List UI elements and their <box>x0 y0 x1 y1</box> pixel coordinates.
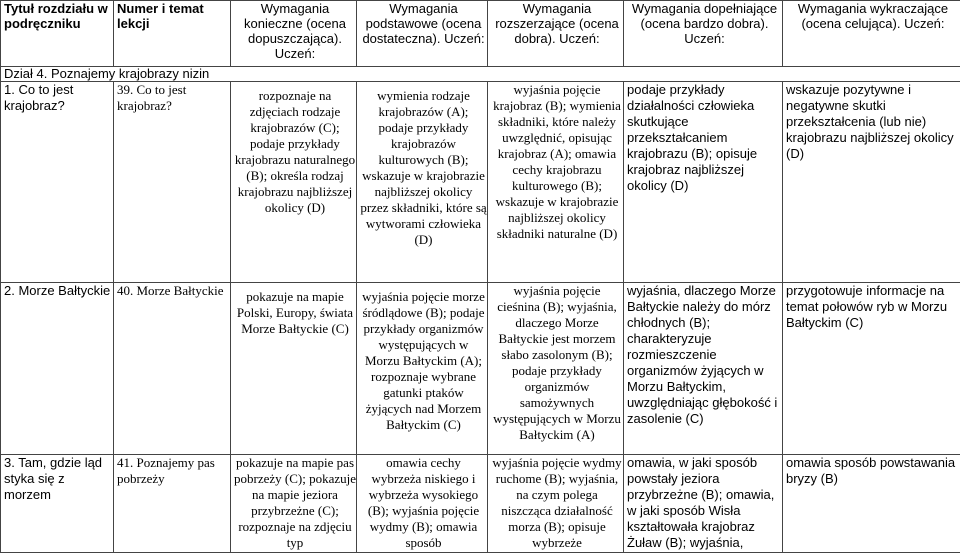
header-lesson: Numer i temat lekcji <box>114 1 231 67</box>
cell-chapter: 3. Tam, gdzie ląd styka się z morzem <box>1 455 114 553</box>
cell-req3: wyjaśnia pojęcie krajobraz (B); wymienia składniki, które należy uwzględnić, opisując krajobraz (A); omawia cechy krajobrazu kulturowego (B); wskazuje w krajobrazie najbliższej okolicy składniki naturalne (D) <box>488 82 624 283</box>
cell-chapter: 2. Morze Bałtyckie <box>1 283 114 455</box>
cell-req2: omawia cechy wybrzeża niskiego i wybrzeża wysokiego (B); wyjaśnia pojęcie wydmy (B); omawia sposób <box>357 455 488 553</box>
cell-req3: wyjaśnia pojęcie wydmy ruchome (B); wyjaśnia, na czym polega niszcząca działalność morza (B); opisuje wybrzeże <box>488 455 624 553</box>
table-row <box>1 82 960 283</box>
cell-req5: omawia sposób powstawania bryzy (B) <box>783 455 960 553</box>
table-row <box>1 455 960 553</box>
cell-req1: pokazuje na mapie Polski, Europy, świata Morze Bałtyckie (C) <box>231 283 357 455</box>
cell-lesson: 40. Morze Bałtyckie <box>114 283 231 455</box>
cell-req4: podaje przykłady działalności człowieka skutkujące przekształcaniem krajobrazu (B); opisuje krajobraz najbliższej okolicy (D) <box>624 82 783 283</box>
cell-lesson: 39. Co to jest krajobraz? <box>114 82 231 283</box>
header-row <box>1 1 960 67</box>
header-req-exceeding: Wymagania wykraczające (ocena celująca). Uczeń: <box>783 1 960 67</box>
cell-req2: wyjaśnia pojęcie morze śródlądowe (B); podaje przykłady organizmów występujących w Morzu Bałtyckim (A); rozpoznaje wybrane gatunki ptaków żyjących nad Morzem Bałtyckim (C) <box>357 283 488 455</box>
cell-chapter: 1. Co to jest krajobraz? <box>1 82 114 283</box>
table-row <box>1 283 960 455</box>
cell-req1: rozpoznaje na zdjęciach rodzaje krajobrazów (C); podaje przykłady krajobrazu naturalnego (B); określa rodzaj krajobrazu najbliższej okolicy (D) <box>231 82 357 283</box>
header-chapter: Tytuł rozdziału w podręczniku <box>1 1 114 67</box>
cell-req4: wyjaśnia, dlaczego Morze Bałtyckie należy do mórz chłodnych (B); charakteryzuje rozmieszczenie organizmów żyjących w Morzu Bałtyckim, uwzględniając głębokość i zasolenie (C) <box>624 283 783 455</box>
cell-req5: wskazuje pozytywne i negatywne skutki przekształcenia (lub nie) krajobrazu najbliższej okolicy (D) <box>783 82 960 283</box>
section-row <box>1 67 960 82</box>
cell-req5: przygotowuje informacje na temat połowów ryb w Morzu Bałtyckim (C) <box>783 283 960 455</box>
section-title: Dział 4. Poznajemy krajobrazy nizin <box>1 67 960 82</box>
header-req-extended: Wymagania rozszerzające (ocena dobra). Uczeń: <box>488 1 624 67</box>
cell-req1: pokazuje na mapie pas pobrzeży (C); pokazuje na mapie jeziora przybrzeżne (C); rozpoznaje na zdjęciu typ <box>231 455 357 553</box>
cell-lesson: 41. Poznajemy pas pobrzeży <box>114 455 231 553</box>
cell-req2: wymienia rodzaje krajobrazów (A); podaje przykłady krajobrazów kulturowych (B); wskazuje w krajobrazie najbliższej okolicy przez składniki, które są wytworami człowieka (D) <box>357 82 488 283</box>
header-req-complementary: Wymagania dopełniające (ocena bardzo dobra). Uczeń: <box>624 1 783 67</box>
header-req-basic: Wymagania podstawowe (ocena dostateczna). Uczeń: <box>357 1 488 67</box>
header-req-necessary: Wymagania konieczne (ocena dopuszczająca). Uczeń: <box>231 1 357 67</box>
cell-req3: wyjaśnia pojęcie cieśnina (B); wyjaśnia, dlaczego Morze Bałtyckie jest morzem słabo zasolonym (B); podaje przykłady organizmów samożywnych występujących w Morzu Bałtyckim (A) <box>488 283 624 455</box>
cell-req4: omawia, w jaki sposób powstały jeziora przybrzeżne (B); omawia, w jaki sposób Wisła kształtowała krajobraz Żuław (B); wyjaśnia, <box>624 455 783 553</box>
